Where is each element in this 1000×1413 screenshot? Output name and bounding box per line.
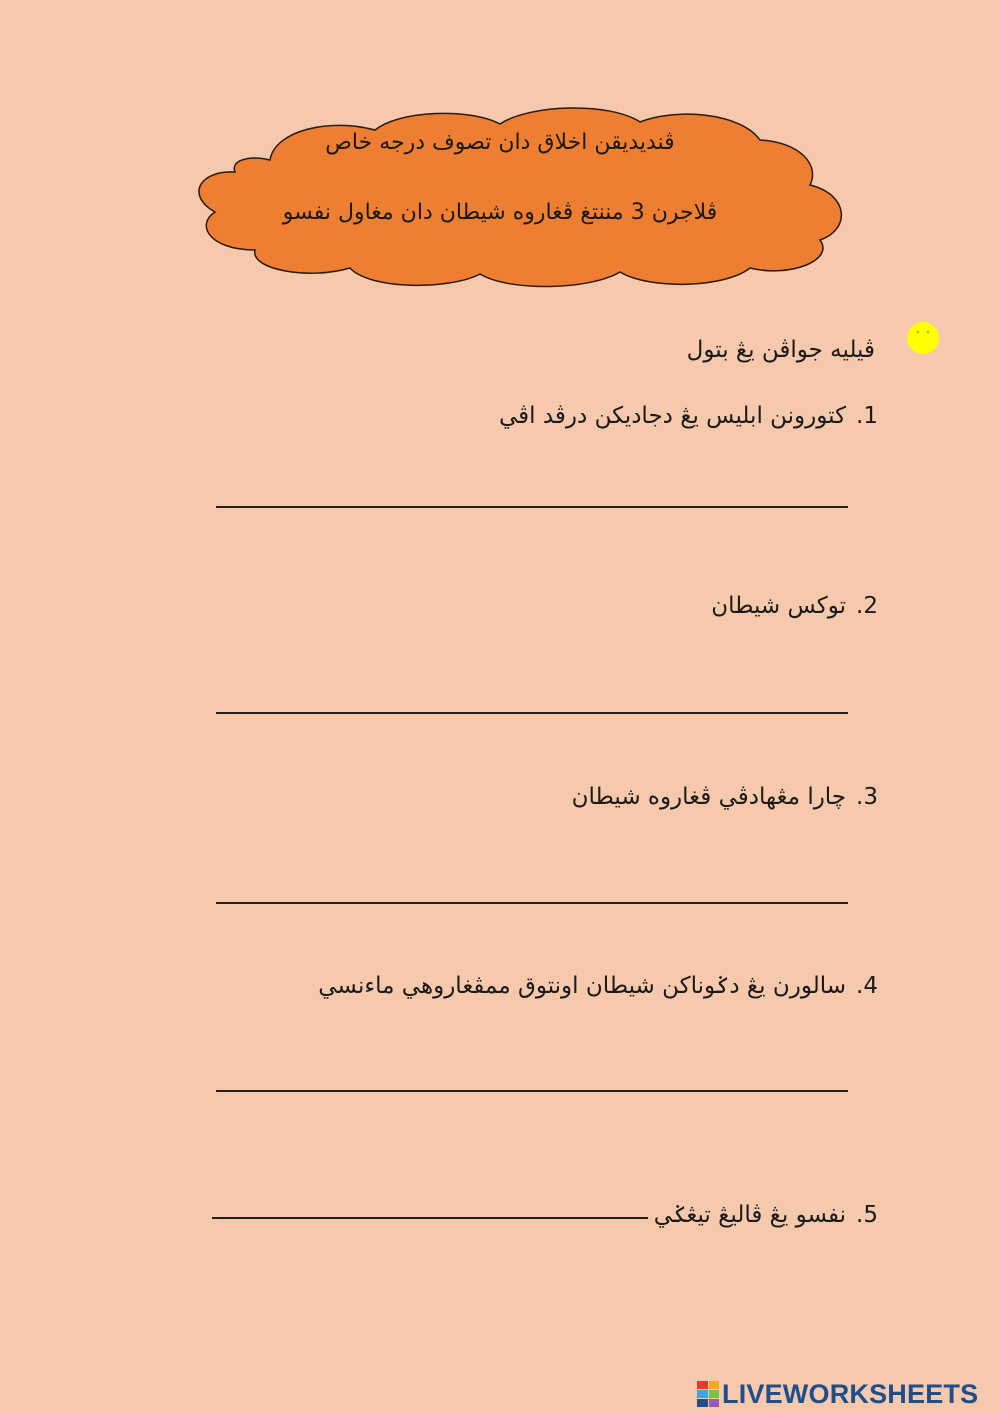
question-text: توكس شيطان [711, 593, 847, 619]
question-2 [711, 593, 878, 619]
brand-name: LIVEWORKSHEETS [722, 1378, 979, 1409]
question-number: 3. [856, 784, 878, 810]
question-text: كتورونن ابليس يڠ دجاديكن درڤد اڤي [498, 403, 847, 429]
question-4 [318, 973, 878, 999]
cloud-shape [180, 100, 860, 290]
question-1 [499, 403, 878, 429]
worksheet-title-line-1: ڤنديديقن اخلاق دان تصوف درجه خاص [325, 130, 675, 155]
logo-mark-icon [697, 1381, 719, 1407]
instruction-text: ڤيليه جواڤن يڠ بتول [686, 337, 875, 363]
question-text: نفسو يڠ ڤاليڠ تيڠݢي [653, 1202, 847, 1228]
question-number: 4. [856, 973, 878, 999]
question-number: 2. [856, 593, 878, 619]
smiley-icon [906, 321, 940, 355]
question-text: سالورن يڠ دݢوناكن شيطان اونتوق ممڤغاروهي ماءنسي [318, 973, 847, 999]
question-3 [572, 784, 878, 810]
answer-input-1[interactable] [216, 506, 848, 508]
question-number: 5. [856, 1202, 878, 1228]
answer-input-5[interactable] [212, 1217, 648, 1219]
answer-input-3[interactable] [216, 902, 848, 904]
liveworksheets-logo[interactable] [697, 1378, 978, 1410]
question-number: 1. [856, 403, 878, 429]
title-cloud [180, 100, 860, 290]
worksheet-title-line-2: ڤلاجرن 3 مننتغ ڤغاروه شيطان دان مغاول نفسو [282, 200, 718, 225]
question-5 [654, 1202, 878, 1228]
question-text: چارا مڠهادڤي ڤغاروه شيطان [571, 784, 847, 810]
answer-input-2[interactable] [216, 712, 848, 714]
answer-input-4[interactable] [216, 1090, 848, 1092]
